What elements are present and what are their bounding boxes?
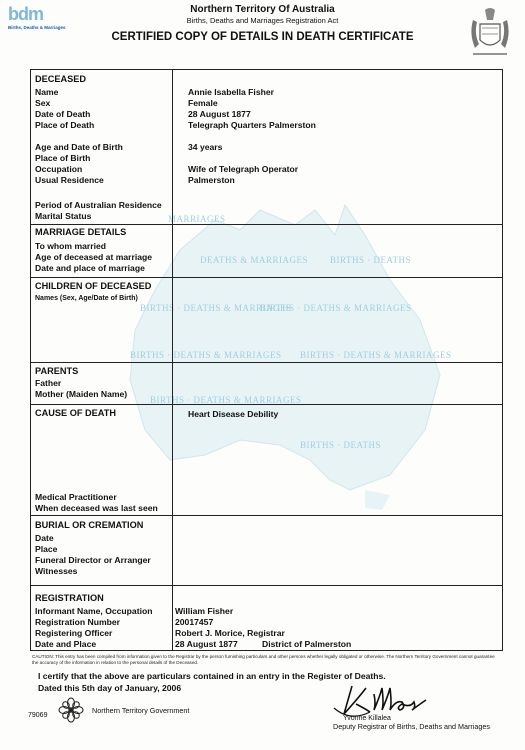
certify-line: I certify that the above are particulars contained in an entry in the Register of Deaths. — [38, 671, 386, 681]
signatory-name: Yvonne Killalea — [343, 715, 391, 722]
last-seen-label: When deceased was last seen — [35, 503, 158, 513]
registration-date-value: 28 August 1877 — [175, 639, 238, 649]
logo-text: bdm — [8, 4, 43, 24]
sex-value: Female — [188, 98, 218, 108]
name-label: Name — [35, 87, 59, 97]
cause-value: Heart Disease Debility — [188, 409, 279, 419]
children-names-label: Names (Sex, Age/Date of Birth) — [35, 295, 138, 302]
mother-label: Mother (Maiden Name) — [35, 389, 128, 399]
territory-title: Northern Territory Of Australia — [190, 4, 335, 15]
deceased-section-heading: DECEASED — [35, 74, 87, 84]
coat-of-arms-icon — [465, 6, 515, 62]
place-of-birth-label: Place of Birth — [35, 153, 91, 163]
header — [0, 4, 525, 43]
dated-line: Dated this 5th day of January, 2006 — [38, 683, 182, 693]
watermark-text: DEATHS & MARRIAGES — [200, 255, 309, 265]
document-code: 79069 — [28, 712, 48, 719]
watermark-text: BIRTHS · DEATHS & MARRIAGES — [300, 350, 452, 360]
informant-value: William Fisher — [175, 606, 234, 616]
section-divider — [31, 404, 502, 405]
cause-section-heading: CAUSE OF DEATH — [35, 408, 116, 418]
watermark-text: BIRTHS · DEATHS — [300, 440, 381, 450]
logo-subtitle: Births, Deaths & Marriages — [8, 25, 66, 30]
date-of-death-value: 28 August 1877 — [188, 109, 251, 119]
nt-government-flower-icon — [58, 697, 84, 723]
act-title: Births, Deaths and Marriages Registration Act — [186, 16, 339, 25]
watermark-text: MARRIAGES — [168, 214, 226, 224]
burial-place-label: Place — [35, 544, 58, 554]
section-divider — [31, 362, 502, 363]
handwritten-signature — [330, 678, 450, 720]
married-to-label: To whom married — [35, 241, 106, 251]
watermark-text: BIRTHS · DEATHS & MARRIAGES — [150, 395, 302, 405]
burial-section-heading: BURIAL OR CREMATION — [35, 520, 144, 530]
watermark-text: BIRTHS · DEATHS — [330, 255, 411, 265]
column-divider — [172, 70, 173, 650]
date-of-death-label: Date of Death — [35, 109, 91, 119]
watermark-text: BIRTHS · DEATHS & MARRIAGES — [140, 303, 292, 313]
funeral-director-label: Funeral Director or Arranger — [35, 555, 151, 565]
occupation-value: Wife of Telegraph Operator — [188, 164, 299, 174]
marriage-date-label: Date and place of marriage — [35, 263, 145, 273]
occupation-label: Occupation — [35, 164, 83, 174]
children-section-heading: CHILDREN OF DECEASED — [35, 281, 152, 291]
age-value: 34 years — [188, 142, 223, 152]
place-of-death-value: Telegraph Quarters Palmerston — [188, 120, 316, 130]
father-label: Father — [35, 378, 62, 388]
informant-label: Informant Name, Occupation — [35, 606, 153, 616]
period-residence-label: Period of Australian Residence — [35, 200, 162, 210]
section-divider — [31, 585, 502, 586]
certificate-title: CERTIFIED COPY OF DETAILS IN DEATH CERTIFICATE — [111, 31, 414, 43]
age-label: Age and Date of Birth — [35, 142, 123, 152]
section-divider — [31, 277, 502, 278]
registration-number-value: 20017457 — [175, 617, 214, 627]
sex-label: Sex — [35, 98, 51, 108]
registering-officer-value: Robert J. Morice, Registrar — [175, 628, 285, 638]
residence-value: Palmerston — [188, 175, 235, 185]
signatory-title: Deputy Registrar of Births, Deaths and Marriages — [333, 722, 490, 731]
marriage-age-label: Age of deceased at marriage — [35, 252, 153, 262]
registration-section-heading: REGISTRATION — [35, 593, 104, 603]
registration-number-label: Registration Number — [35, 617, 120, 627]
registering-officer-label: Registering Officer — [35, 628, 113, 638]
parents-section-heading: PARENTS — [35, 366, 79, 376]
watermark-text: BIRTHS · DEATHS & MARRIAGES — [130, 350, 282, 360]
witnesses-label: Witnesses — [35, 566, 78, 576]
registration-district-value: District of Palmerston — [262, 639, 352, 649]
place-of-death-label: Place of Death — [35, 120, 95, 130]
watermark-text: BIRTHS · DEATHS & MARRIAGES — [260, 303, 412, 313]
name-value: Annie Isabella Fisher — [188, 87, 274, 97]
burial-date-label: Date — [35, 533, 54, 543]
caution-note: CAUTION: This entry has been compiled from information given to the Registrar by the person furnishing particulars and other persons whether legally obligated or otherwise. The Northern Territory Government cannot guarantee the accuracy of the information in relation to the personal details of the Deceased. — [32, 654, 495, 665]
section-divider — [31, 515, 502, 516]
date-place-label: Date and Place — [35, 639, 97, 649]
marital-status-label: Marital Status — [35, 211, 92, 221]
nt-government-label: Northern Territory Government — [92, 706, 190, 715]
practitioner-label: Medical Practitioner — [35, 492, 117, 502]
section-divider — [31, 224, 502, 225]
residence-label: Usual Residence — [35, 175, 104, 185]
marriage-section-heading: MARRIAGE DETAILS — [35, 227, 127, 237]
